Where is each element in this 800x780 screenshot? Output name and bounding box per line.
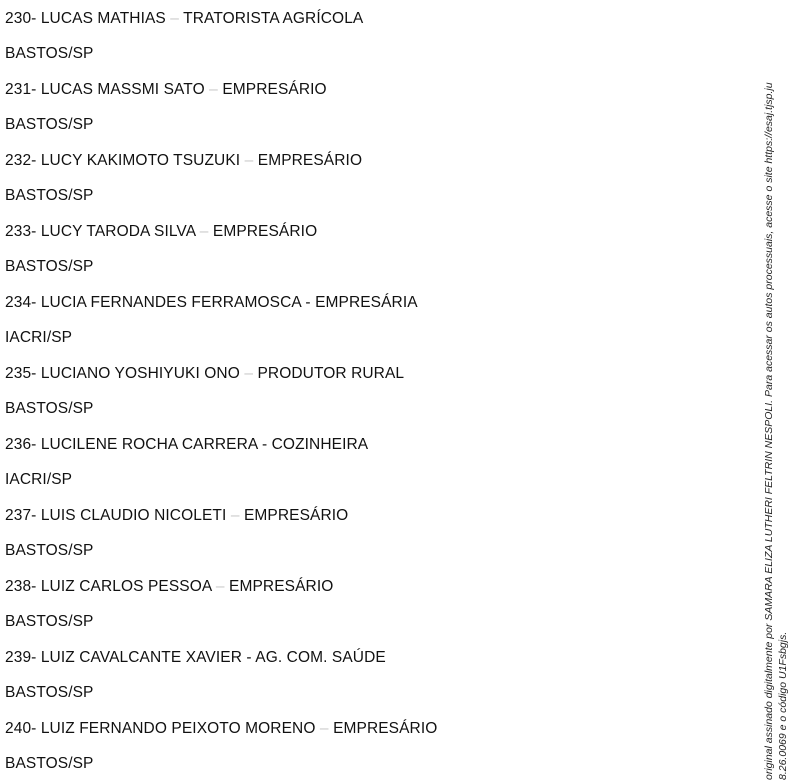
entry-separator: – (319, 720, 329, 737)
entry-role: PRODUTOR RURAL (257, 365, 405, 382)
signature-note-line-1: original assinado digitalmente por SAMARA ELIZA LUTHERI FELTRIN NESPOLI. Para acessar os autos processuais, acesse o site https://esaj.tjsp.ju (763, 82, 775, 780)
entry-separator: – (170, 10, 180, 27)
entry-name-line (5, 720, 437, 738)
entry-name: 232- LUCY KAKIMOTO TSUZUKI (5, 152, 241, 169)
entry-city: BASTOS/SP (5, 613, 94, 630)
entry-name-line (5, 81, 327, 99)
entry-city: IACRI/SP (5, 471, 73, 488)
entry-name-line (5, 507, 348, 525)
entry-name-line (5, 152, 362, 170)
entry-name-line (5, 294, 418, 312)
entry-role: EMPRESÁRIO (222, 81, 327, 98)
entry-name: 238- LUIZ CARLOS PESSOA (5, 578, 212, 595)
entry-role: TRATORISTA AGRÍCOLA (183, 10, 364, 27)
entry-name: 233- LUCY TARODA SILVA (5, 223, 196, 240)
entry-separator: - (261, 436, 268, 453)
entry-name: 239- LUIZ CAVALCANTE XAVIER (5, 649, 242, 666)
entry-role: COZINHEIRA (271, 436, 369, 453)
entry-role: EMPRESÁRIO (257, 152, 363, 169)
entry-role: EMPRESÁRIO (243, 507, 349, 524)
entry-role: EMPRESÁRIA (315, 294, 418, 311)
entry-name: 230- LUCAS MATHIAS (5, 10, 166, 27)
entry-name: 234- LUCIA FERNANDES FERRAMOSCA (5, 294, 301, 311)
entry-city: BASTOS/SP (5, 116, 94, 133)
entry-name-line (5, 649, 386, 667)
entry-city: IACRI/SP (5, 329, 73, 346)
entry-name: 231- LUCAS MASSMI SATO (5, 81, 205, 98)
entry-role: EMPRESÁRIO (229, 578, 334, 595)
entry-city: BASTOS/SP (5, 258, 94, 275)
entry-name: 236- LUCILENE ROCHA CARRERA (5, 436, 258, 453)
entry-role: EMPRESÁRIO (333, 720, 438, 737)
entry-city: BASTOS/SP (5, 684, 94, 701)
entry-city: BASTOS/SP (5, 45, 94, 62)
entry-name-line (5, 365, 404, 383)
entry-separator: – (209, 81, 218, 98)
entry-name-line (5, 10, 363, 28)
entry-name: 235- LUCIANO YOSHIYUKI ONO (5, 365, 240, 382)
signature-note-line-2: 8.26.0069 e o código U1Fsbgjs. (777, 631, 789, 780)
entry-separator: – (215, 578, 225, 595)
entry-name-line (5, 436, 368, 454)
entry-city: BASTOS/SP (5, 755, 94, 772)
entry-name-line (5, 223, 317, 241)
entry-separator: - (305, 294, 311, 311)
entry-name: 237- LUIS CLAUDIO NICOLETI (5, 507, 227, 524)
signature-margin-note (762, 0, 798, 780)
entry-separator: – (244, 365, 254, 382)
entry-role: AG. COM. SAÚDE (255, 649, 386, 666)
entry-role: EMPRESÁRIO (212, 223, 318, 240)
entry-city: BASTOS/SP (5, 542, 94, 559)
entry-separator: – (230, 507, 240, 524)
entry-name-line (5, 578, 333, 596)
entry-separator: – (244, 152, 254, 169)
entry-separator: - (246, 649, 252, 666)
entry-city: BASTOS/SP (5, 400, 94, 417)
entry-separator: – (199, 223, 209, 240)
entry-name: 240- LUIZ FERNANDO PEIXOTO MORENO (5, 720, 316, 737)
entry-city: BASTOS/SP (5, 187, 94, 204)
